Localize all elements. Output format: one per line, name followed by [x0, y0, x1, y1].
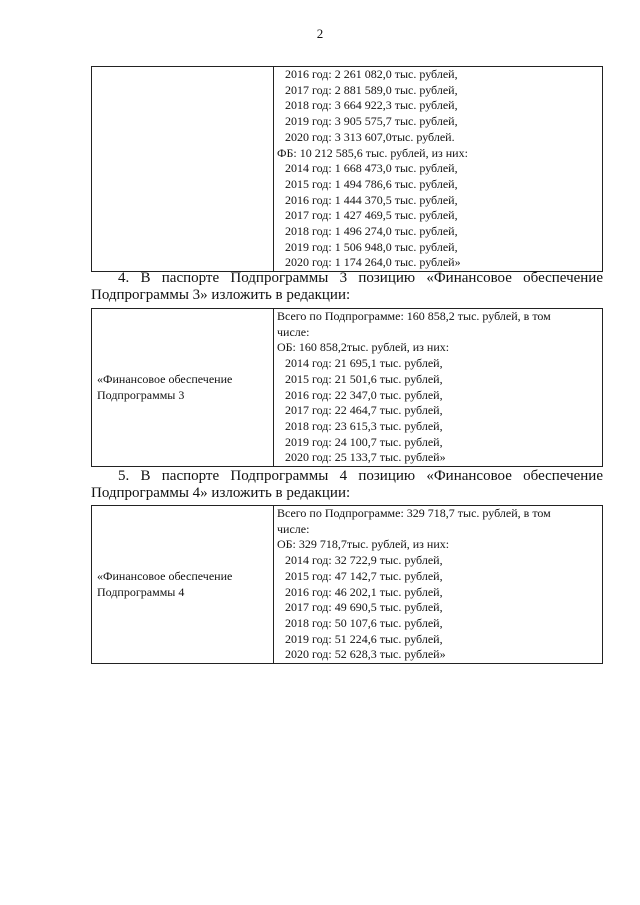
funding-line: 2016 год: 22 347,0 тыс. рублей, — [285, 387, 443, 402]
funding-table-continued — [91, 66, 603, 272]
table-values-cell — [274, 67, 603, 272]
page-number: 2 — [316, 26, 324, 41]
paragraph-line: 4. В паспорте Подпрограммы 3 позицию «Финансовое обеспечение — [118, 270, 603, 286]
funding-line: 2018 год: 23 615,3 тыс. рублей, — [285, 418, 443, 433]
label-line: Подпрограммы 4 — [97, 584, 185, 599]
funding-line: 2016 год: 2 261 082,0 тыс. рублей, — [285, 67, 458, 81]
funding-line: 2014 год: 32 722,9 тыс. рублей, — [285, 553, 443, 568]
funding-line: Всего по Подпрограмме: 160 858,2 тыс. рублей, в том — [277, 309, 551, 323]
funding-table-subprogram-3 — [91, 308, 603, 467]
funding-line: 2018 год: 1 496 274,0 тыс. рублей, — [285, 224, 458, 239]
funding-line: 2014 год: 1 668 473,0 тыс. рублей, — [285, 161, 458, 176]
funding-line: 2016 год: 46 202,1 тыс. рублей, — [285, 584, 443, 599]
paragraph-line: Подпрограммы 3» изложить в редакции: — [91, 287, 351, 303]
funding-line: ОБ: 160 858,2тыс. рублей, из них: — [277, 340, 450, 355]
label-line: «Финансовое обеспечение — [97, 569, 233, 584]
funding-line: 2019 год: 1 506 948,0 тыс. рублей, — [285, 239, 458, 254]
funding-line: 2016 год: 1 444 370,5 тыс. рублей, — [285, 192, 458, 207]
funding-line: 2017 год: 2 881 589,0 тыс. рублей, — [285, 82, 458, 97]
funding-line: ФБ: 10 212 585,6 тыс. рублей, из них: — [277, 145, 468, 160]
funding-line: 2020 год: 52 628,3 тыс. рублей» — [285, 647, 446, 662]
table-label-cell — [92, 67, 274, 272]
funding-line: 2017 год: 1 427 469,5 тыс. рублей, — [285, 208, 458, 223]
funding-line: 2017 год: 49 690,5 тыс. рублей, — [285, 600, 443, 615]
funding-line: 2020 год: 3 313 607,0тыс. рублей. — [285, 129, 455, 144]
funding-line: 2015 год: 1 494 786,6 тыс. рублей, — [285, 176, 458, 191]
funding-line: Всего по Подпрограмме: 329 718,7 тыс. рублей, в том — [277, 506, 551, 520]
funding-line: 2018 год: 3 664 922,3 тыс. рублей, — [285, 98, 458, 113]
funding-line: 2019 год: 51 224,6 тыс. рублей, — [285, 631, 443, 646]
funding-line: 2018 год: 50 107,6 тыс. рублей, — [285, 615, 443, 630]
label-line: Подпрограммы 3 — [97, 387, 185, 402]
label-line: «Финансовое обеспечение — [97, 372, 233, 387]
funding-line: числе: — [277, 521, 310, 536]
funding-table-subprogram-4 — [91, 505, 603, 664]
funding-line: 2019 год: 3 905 575,7 тыс. рублей, — [285, 114, 458, 129]
funding-line: 2020 год: 1 174 264,0 тыс. рублей» — [285, 255, 461, 270]
funding-line: 2015 год: 47 142,7 тыс. рублей, — [285, 568, 443, 583]
funding-line: 2020 год: 25 133,7 тыс. рублей» — [285, 450, 446, 465]
funding-line: 2017 год: 22 464,7 тыс. рублей, — [285, 403, 443, 418]
paragraph-4 — [91, 270, 603, 304]
table-values-cell — [274, 506, 603, 664]
funding-line: 2019 год: 24 100,7 тыс. рублей, — [285, 434, 443, 449]
funding-line: 2014 год: 21 695,1 тыс. рублей, — [285, 356, 443, 371]
paragraph-line: Подпрограммы 4» изложить в редакции: — [91, 485, 351, 501]
funding-line: ОБ: 329 718,7тыс. рублей, из них: — [277, 537, 450, 552]
table-label-cell — [92, 506, 274, 664]
funding-line: числе: — [277, 324, 310, 339]
funding-line: 2015 год: 21 501,6 тыс. рублей, — [285, 371, 443, 386]
paragraph-line: 5. В паспорте Подпрограммы 4 позицию «Финансовое обеспечение — [118, 468, 603, 484]
table-values-cell — [274, 309, 603, 467]
paragraph-5 — [91, 468, 603, 502]
table-label-cell — [92, 309, 274, 467]
